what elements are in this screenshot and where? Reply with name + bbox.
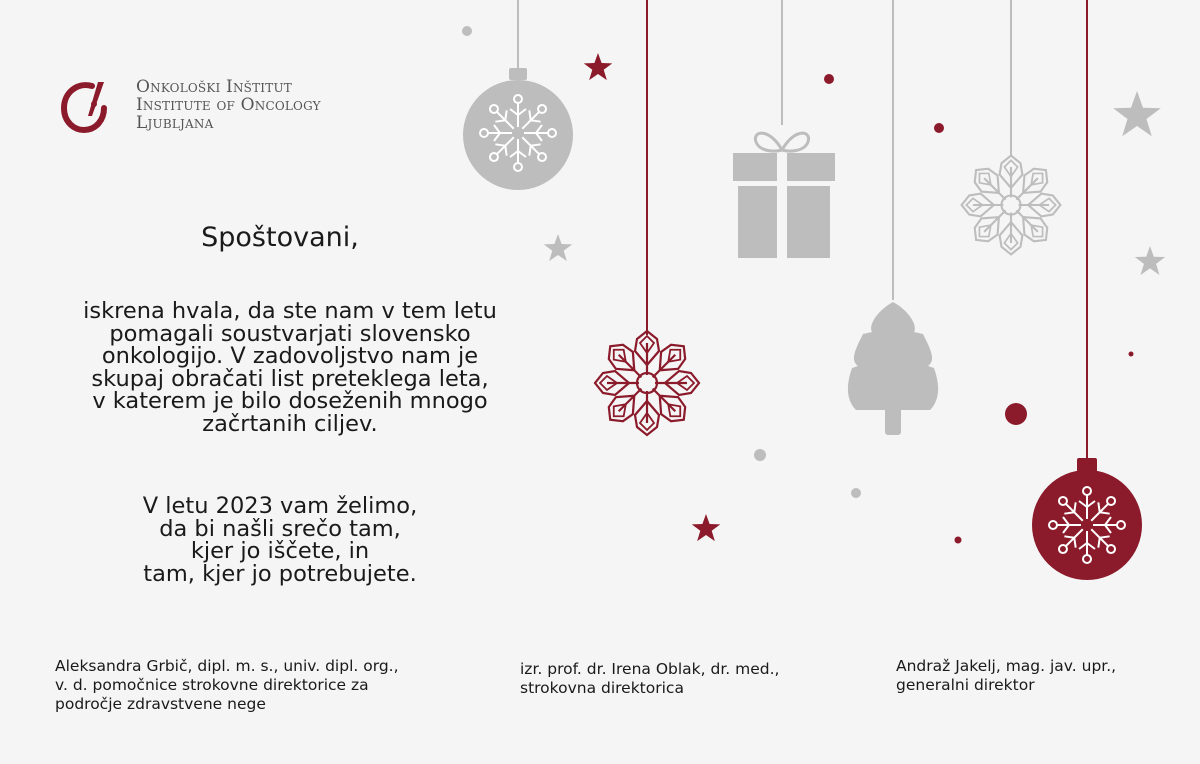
signature-title: področje zdravstvene nege	[55, 695, 266, 713]
tree-icon	[848, 302, 938, 435]
signature-name: izr. prof. dr. Irena Oblak, dr. med.,	[520, 660, 780, 678]
signature-name: Aleksandra Grbič, dipl. m. s., univ. dipl. org.,	[55, 657, 399, 675]
greeting-heading: Spoštovani,	[201, 222, 359, 253]
bauble-icon	[463, 68, 573, 190]
star-icon	[692, 514, 721, 541]
star-icon	[584, 53, 613, 80]
logo-line: Onkološki Inštitut	[136, 77, 292, 97]
thanks-paragraph	[40, 300, 540, 435]
star-icon	[544, 234, 573, 261]
paragraph-line: da bi našli srečo tam,	[159, 515, 401, 542]
signature-general-director	[896, 657, 1116, 695]
logo-line: Ljubljana	[136, 113, 214, 133]
logo-line: Institute of Oncology	[136, 95, 321, 115]
snowflake-icon	[962, 156, 1061, 255]
paragraph-line: onkologijo. V zadovoljstvo nam je	[101, 343, 479, 369]
signature-title: strokovna direktorica	[520, 679, 684, 697]
signature-name: Andraž Jakelj, mag. jav. upr.,	[896, 657, 1117, 675]
logo-mark-icon	[58, 78, 114, 134]
snowflake-icon	[595, 331, 699, 435]
signature-title: v. d. pomočnice strokovne direktorice za	[55, 676, 369, 694]
wishes-paragraph	[30, 495, 530, 585]
star-icon	[1135, 246, 1165, 275]
paragraph-line: skupaj obračati list preteklega leta,	[91, 365, 489, 392]
signature-medical-director	[520, 660, 779, 698]
paragraph-line: kjer jo iščete, in	[190, 538, 370, 564]
bauble-icon	[1032, 458, 1142, 580]
paragraph-line: pomagali soustvarjati slovensko	[109, 320, 471, 347]
logo-text	[136, 78, 321, 132]
signature-title: generalni direktor	[896, 676, 1035, 694]
star-icon	[1113, 91, 1161, 136]
paragraph-line: v katerem je bilo doseženih mnogo	[92, 388, 488, 414]
paragraph-line: tam, kjer jo potrebujete.	[143, 560, 417, 587]
paragraph-line: začrtanih ciljev.	[202, 410, 378, 437]
paragraph-line: V letu 2023 vam želimo,	[142, 493, 418, 519]
institute-logo	[58, 78, 358, 138]
gift-icon	[733, 133, 835, 258]
signature-nursing-director	[55, 657, 399, 714]
paragraph-line: iskrena hvala, da ste nam v tem letu	[83, 298, 497, 324]
